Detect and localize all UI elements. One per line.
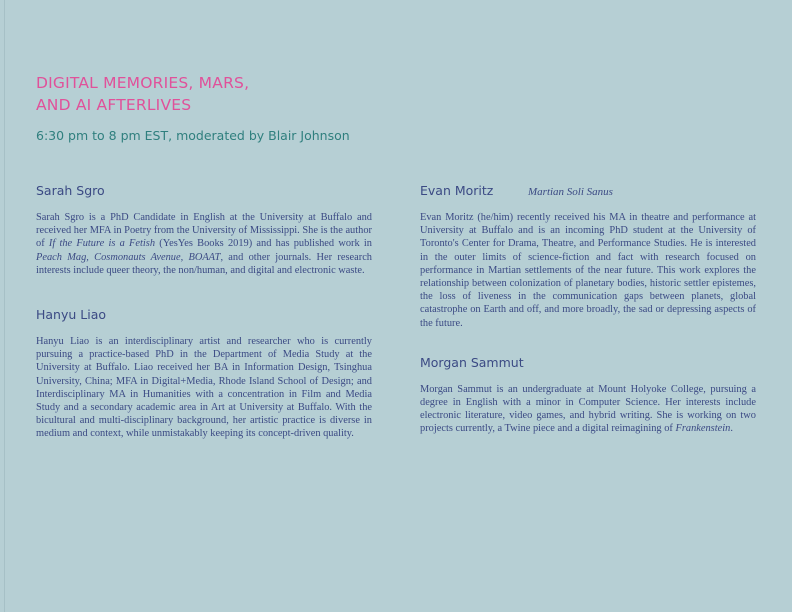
bio-text: Sarah Sgro is a PhD Candidate in English at the University at Buffalo and received her MFA in Poetry from the University of Mississippi. She is the author of <box>36 212 372 250</box>
bio-text: (YesYes Books 2019) and has published work in <box>155 238 372 250</box>
speaker-bio-evan-moritz: Evan Moritz (he/him) recently received his MA in theatre and performance at University at Buffalo and is an incoming PhD student at the University of Toronto's Center for Drama, Theatre, and Performance Studies. He is interested in the outer limits of science-fiction and fact with research focused on performance in Martian settlements of the near future. This work explores the relationship between colonization of planetary bodies, historic settler epistemes, the loss of liveness in the communication gaps between planets, global catastrophe on Earth and off, and more broadly, the sad or depressing aspects of the future. <box>420 212 756 329</box>
speaker-header-evan-moritz <box>420 182 756 200</box>
speaker-bio-morgan-sammut <box>420 383 756 436</box>
right-column <box>420 182 756 436</box>
speaker-bio-sarah-sgro <box>36 211 372 277</box>
talk-title-martian-soli-sanus: Martian Soli Sanus <box>528 186 613 198</box>
journal-titles: Peach Mag, Cosmonauts Avenue, BOAAT <box>36 251 221 263</box>
speaker-name-evan-moritz: Evan Moritz <box>420 183 494 198</box>
page-edge-line <box>4 0 5 612</box>
book-title: If the Future is a Fetish <box>48 238 156 250</box>
bio-text: , and other journals. Her research interests include queer theory, the non/human, and digital and electronic waste. <box>36 251 372 276</box>
bio-text: . <box>730 423 733 435</box>
speaker-name-sarah-sgro: Sarah Sgro <box>36 183 105 198</box>
event-time-moderator: 6:30 pm to 8 pm EST, moderated by Blair Johnson <box>36 128 350 143</box>
speaker-bio-hanyu-liao: Hanyu Liao is an interdisciplinary artist and researcher who is currently pursuing a practice-based PhD in the Department of Media Study at the University at Buffalo. Liao received her BA in Information Design, Tsinghua University, China; MFA in Digital+Media, Rhode Island School of Design; and Interdisciplinary MA in Humanities with a concentration in Film and Media Study and a secondary academic area in Art at University at Buffalo. With the bicultural and multi-disciplinary background, her artistic practice is diverse in medium and context, while unmistakably keeping its concept-driven quality. <box>36 336 372 440</box>
bio-text: Morgan Sammut is an undergraduate at Mount Holyoke College, pursuing a degree in English with a minor in Computer Science. Her interests include electronic literature, video games, and hybrid writing. She is working on two projects currently, a Twine piece and a digital reimagining of <box>420 383 756 435</box>
work-title: Frankenstein <box>675 423 731 435</box>
speaker-name-hanyu-liao: Hanyu Liao <box>36 307 107 323</box>
speaker-name-morgan-sammut: Morgan Sammut <box>420 354 524 370</box>
event-title-line-2: AND AI AFTERLIVES <box>36 96 192 114</box>
left-column <box>36 182 372 441</box>
event-title <box>36 72 249 116</box>
event-title-line-1: DIGITAL MEMORIES, MARS, <box>36 74 250 92</box>
